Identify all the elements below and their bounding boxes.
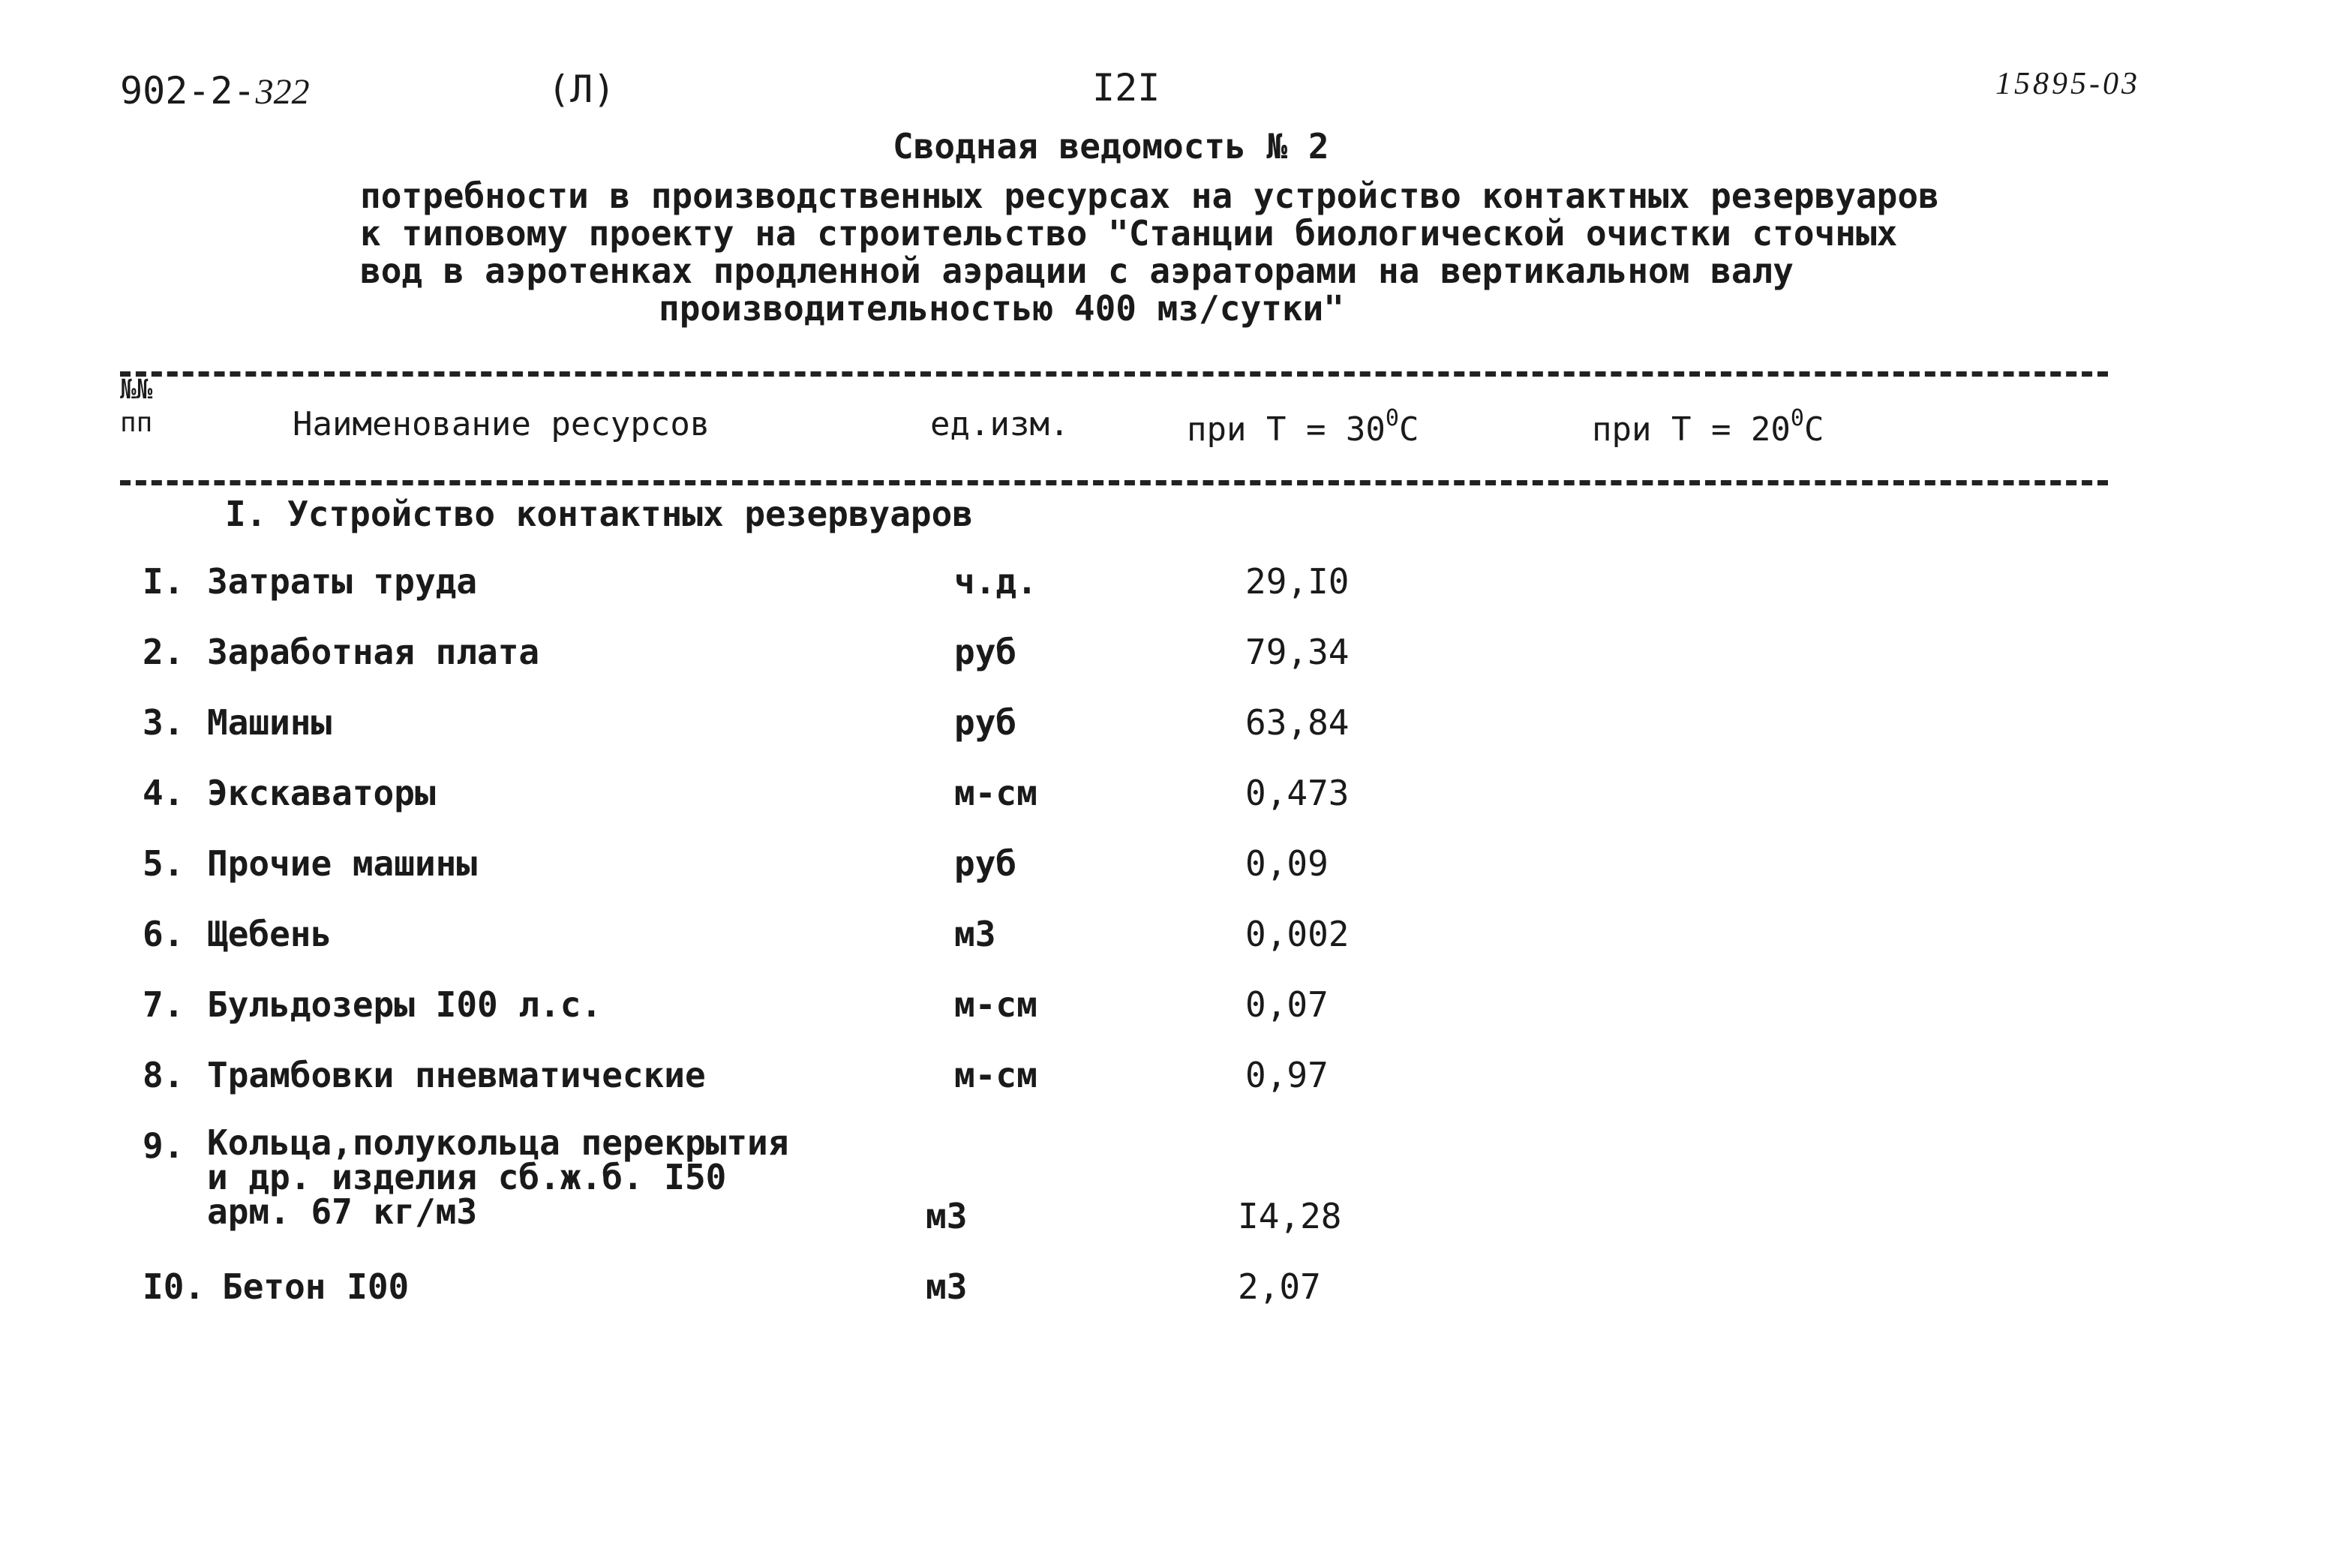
unit-of-measure: м-см — [954, 773, 1037, 813]
section-title: I. Устройство контактных резервуаров — [225, 494, 973, 534]
resource-name: Щебень — [207, 914, 332, 954]
table-row — [0, 914, 2330, 959]
table-row — [0, 561, 2330, 606]
column-header-unit: ед.изм. — [930, 405, 1070, 443]
page-number: I2I — [1092, 66, 1160, 110]
value-t30: 0,97 — [1245, 1055, 1329, 1095]
value-t30: 63,84 — [1245, 702, 1350, 743]
table-row — [0, 1266, 2330, 1311]
row-number: 8. — [143, 1055, 185, 1095]
table-row — [0, 1055, 2330, 1100]
unit-of-measure: м3 — [926, 1266, 968, 1307]
table-row — [0, 632, 2330, 677]
subtitle-line: вод в аэротенках продленной аэрации с аэраторами на вертикальном валу — [360, 251, 1794, 291]
table-row — [0, 843, 2330, 888]
resource-name: Экскаваторы — [207, 773, 436, 813]
column-header-t30-prefix: при Т = 30 — [1187, 410, 1386, 449]
value-t30: I4,28 — [1238, 1196, 1342, 1236]
project-code-printed: 902-2- — [120, 69, 256, 113]
table-top-rule — [120, 371, 2108, 377]
value-t30: 0,002 — [1245, 914, 1350, 954]
value-t30: 0,07 — [1245, 984, 1329, 1025]
row-number: 4. — [143, 773, 185, 813]
value-t30: 2,07 — [1238, 1266, 1321, 1307]
resource-name: Бульдозеры I00 л.с. — [207, 984, 602, 1025]
resource-name: Бетон I00 — [222, 1266, 410, 1307]
subtitle-line: потребности в производственных ресурсах на устройство контактных резервуаров — [360, 176, 1939, 216]
resource-name: Затраты труда — [207, 561, 478, 602]
resource-name-line: Кольца,полукольца перекрытия — [207, 1122, 789, 1163]
project-code-handwritten: 322 — [255, 72, 310, 112]
row-number: I. — [143, 561, 185, 602]
unit-of-measure: м3 — [954, 914, 996, 954]
subtitle-line: к типовому проекту на строительство "Станции биологической очистки сточных — [360, 213, 1898, 254]
unit-of-measure: м3 — [926, 1196, 968, 1236]
value-t30: 0,09 — [1245, 843, 1329, 884]
resource-name: Трамбовки пневматические — [207, 1055, 706, 1095]
row-number: 9. — [143, 1125, 185, 1166]
column-header-number: №№ пп — [120, 374, 153, 438]
degree-mark: 0 — [1790, 405, 1804, 431]
unit-of-measure: м-см — [954, 1055, 1037, 1095]
table-header-rule — [120, 480, 2108, 485]
row-number: 7. — [143, 984, 185, 1025]
column-header-t20 — [1592, 405, 1824, 449]
resource-name — [207, 1122, 882, 1232]
inventory-number: 15895-03 — [1995, 67, 2140, 101]
value-t30: 29,I0 — [1245, 561, 1350, 602]
table-row — [0, 1122, 2330, 1245]
row-number: 6. — [143, 914, 185, 954]
value-t30: 0,473 — [1245, 773, 1350, 813]
row-number: I0. — [143, 1266, 206, 1307]
column-header-t30 — [1187, 405, 1419, 449]
unit-of-measure: ч.д. — [954, 561, 1037, 602]
column-header-t20-suffix: С — [1803, 410, 1824, 449]
unit-of-measure: руб — [954, 843, 1017, 884]
column-header-name: Наименование ресурсов — [293, 405, 710, 443]
sheet-label: (Л) — [548, 68, 616, 111]
resource-name-line: арм. 67 кг/м3 — [207, 1191, 478, 1232]
unit-of-measure: руб — [954, 632, 1017, 672]
subtitle-line: производительностью 400 мз/сутки" — [659, 288, 1344, 329]
column-header-t20-prefix: при Т = 20 — [1592, 410, 1791, 449]
resource-name: Машины — [207, 702, 332, 743]
resource-name-line: и др. изделия сб.ж.б. I50 — [207, 1157, 727, 1197]
table-row — [0, 773, 2330, 818]
unit-of-measure: м-см — [954, 984, 1037, 1025]
unit-of-measure: руб — [954, 702, 1017, 743]
project-code — [120, 69, 310, 113]
row-number: 2. — [143, 632, 185, 672]
document-title: Сводная ведомость № 2 — [893, 126, 1329, 167]
resource-name: Прочие машины — [207, 843, 478, 884]
document-subtitle — [360, 177, 1939, 327]
row-number: 5. — [143, 843, 185, 884]
value-t30: 79,34 — [1245, 632, 1350, 672]
table-row — [0, 702, 2330, 747]
row-number: 3. — [143, 702, 185, 743]
degree-mark: 0 — [1385, 405, 1399, 431]
table-row — [0, 984, 2330, 1029]
resource-name: Заработная плата — [207, 632, 540, 672]
column-header-t30-suffix: С — [1398, 410, 1419, 449]
